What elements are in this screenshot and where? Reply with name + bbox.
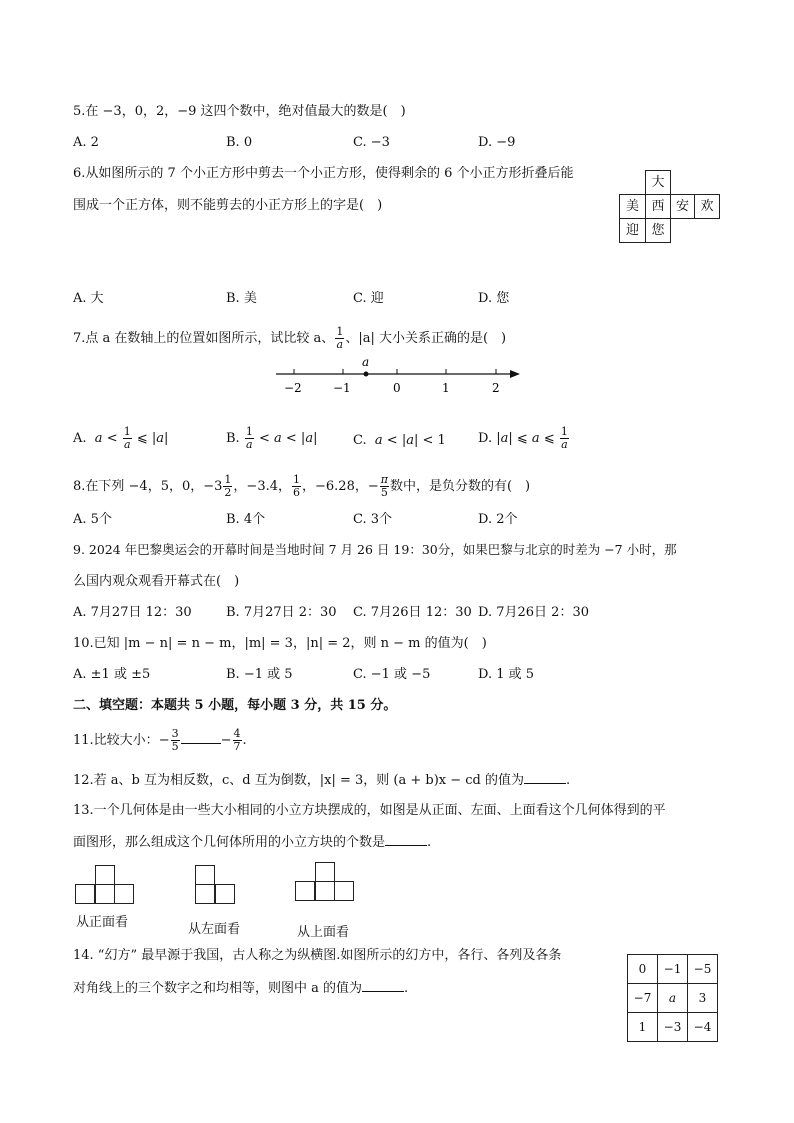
q8-option-d: D. 2个 [478,512,518,527]
magic-cell: −1 [658,955,688,984]
q11-stem: 11.比较大小：− $\frac{3}{5}$ − $\frac{4}{7}$ . [73,727,247,753]
q7-frac-1-over-a: $\frac{1}{a}$ [336,325,344,351]
q9-stem-line1: 9. 2024 年巴黎奥运会的开幕时间是当地时间 7 月 26 日 19：30分，如果巴黎与北京的时差为 −7 小时，那 [73,542,677,557]
q13-stem-line1: 13.一个几何体是由一些大小相同的小立方块摆成的，如图是从正面、左面、上面看这个几何体得到的平 [73,803,666,818]
point-a-dot [364,372,369,377]
magic-cell: −7 [628,984,658,1013]
q5-option-b: B. 0 [226,135,253,150]
q9-option-a: A. 7月27日 12：30 [73,605,192,620]
magic-cell-a: a [658,984,688,1013]
section2-title: 二、填空题：本题共 5 小题，每小题 3 分，共 15 分。 [73,698,397,713]
q8-option-c: C. 3个 [353,512,393,527]
magic-cell: −4 [688,1013,718,1042]
q12-answer-blank[interactable] [524,771,566,784]
tick-label-2: 2 [492,381,500,395]
q12-stem: 12.若 a、b 互为相反数，c、d 互为倒数，|x| = 3，则 (a + b)x − cd 的值为 . [73,773,571,788]
q5-option-d: D. −9 [478,135,516,150]
net-cell-xi: 西 [645,194,671,219]
q13-answer-blank[interactable] [385,833,427,846]
q6-stem-line1: 6.从如图所示的 7 个小正方形中剪去一个小正方形，使得剩余的 6 个小正方形折叠后能 [73,166,574,181]
magic-cell: 1 [628,1013,658,1042]
q7-option-c: C. a < |a| < 1 [353,433,446,448]
left-view-caption: 从左面看 [188,922,241,937]
q11-answer-blank[interactable] [181,731,221,744]
q5-option-c: C. −3 [353,135,390,150]
magic-cell: 3 [688,984,718,1013]
magic-square [627,954,718,1042]
net-cell-huan: 欢 [694,194,720,219]
net-cell-nin: 您 [645,218,671,243]
q9-option-b: B. 7月27日 2：30 [226,605,337,620]
q7-option-d: D. |a| ⩽ a ⩽ $\frac{1}{a}$ [478,425,568,451]
front-view-caption: 从正面看 [76,915,129,930]
q10-option-d: D. 1 或 5 [478,667,535,682]
net-cell-da: 大 [645,170,671,195]
q14-stem-line2: 对角线上的三个数字之和均相等，则图中 a 的值为 . [73,981,409,996]
q9-option-c: C. 7月26日 12：30 [353,605,472,620]
net-cell-an: 安 [670,194,695,219]
q10-option-a: A. ±1 或 ±5 [73,667,151,682]
net-cell-ying: 迎 [619,218,646,243]
net-cell-mei: 美 [619,194,646,219]
top-view-caption: 从上面看 [297,925,350,940]
q7-stem-post: 、|a| 大小关系正确的是( ) [345,331,507,346]
q8-option-a: A. 5个 [73,512,112,527]
q13-stem-line2: 面图形，那么组成这个几何体所用的小立方块的个数是 . [73,835,432,850]
q7-stem-pre: 7.点 a 在数轴上的位置如图所示，试比较 a、 [73,331,335,346]
q10-stem: 10.已知 |m − n| = n − m，|m| = 3，|n| = 2，则 n − m 的值为( ) [73,636,487,651]
tick-label-neg1: −1 [333,381,351,395]
tick-label-neg2: −2 [284,381,302,395]
q7-option-a: A. a < $\frac{1}{a}$ ⩽ |a| [73,425,169,451]
q5-stem: 5.在 −3，0，2，−9 这四个数中，绝对值最大的数是( ) [73,104,406,119]
magic-cell: −3 [658,1013,688,1042]
magic-cell: −5 [688,955,718,984]
q9-option-d: D. 7月26日 2：30 [478,605,589,620]
q9-stem-line2: 么国内观众观看开幕式在( ) [73,574,240,589]
q10-option-c: C. −1 或 −5 [353,667,431,682]
q7-stem [73,326,506,351]
q8-option-b: B. 4个 [226,512,266,527]
q8-stem: 8.在下列 −4，5，0，−3 $\frac{1}{2}$ ，−3.4， $\frac{1}{6}$ ，−6.28，− $\frac{\pi}{5}$ 数中，是负分数的有( ) [73,473,531,499]
q6-option-c: C. 迎 [353,291,384,306]
q6-option-a: A. 大 [73,291,104,306]
q10-option-b: B. −1 或 5 [226,667,293,682]
q14-answer-blank[interactable] [362,979,404,992]
q6-stem-line2: 围成一个正方体，则不能剪去的小正方形上的字是( ) [73,198,383,213]
q7-option-b: B. $\frac{1}{a}$ < a < |a| [226,425,318,451]
q7-number-line [270,352,530,400]
q5-option-a: A. 2 [73,135,99,150]
tick-label-0: 0 [393,381,401,395]
point-a-label: a [362,355,370,369]
tick-label-1: 1 [442,381,450,395]
q14-stem-line1: 14. “幻方” 最早源于我国，古人称之为纵横图.如图所示的幻方中，各行、各列及各条 [73,948,562,963]
q6-option-b: B. 美 [226,291,257,306]
magic-cell: 0 [628,955,658,984]
q6-option-d: D. 您 [478,291,510,306]
